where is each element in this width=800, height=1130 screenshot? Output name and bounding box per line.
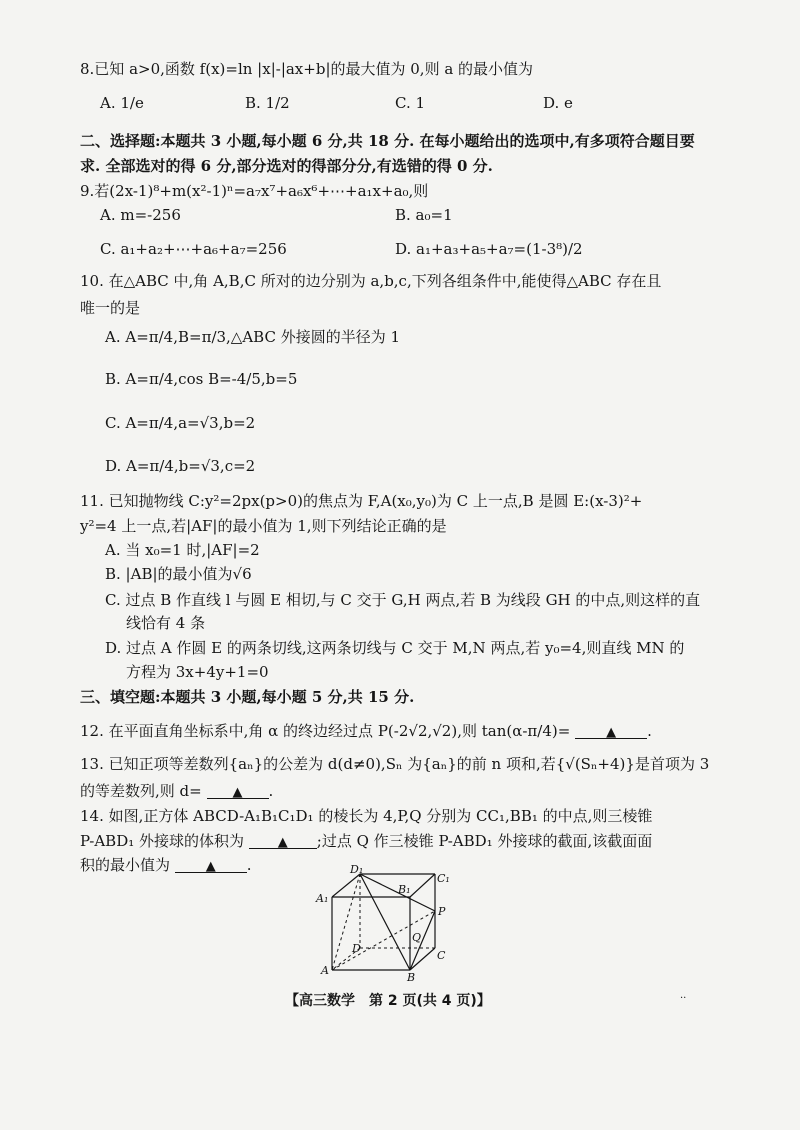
q12-text: 12. 在平面直角坐标系中,角 α 的终边经过点 P(-2√2,√2),则 tan(α-π/4)= xyxy=(80,722,571,740)
label-q: Q xyxy=(412,931,422,944)
q8-option-b: B. 1/2 xyxy=(245,94,290,112)
label-d1: D₁ xyxy=(350,863,364,876)
q14-text-b: ;过点 Q 作三棱锥 P-ABD₁ 外接球的截面,该截面面 xyxy=(316,832,653,850)
q11-option-c-line1: C. 过点 B 作直线 l 与圆 E 相切,与 C 交于 G,H 两点,若 B 为线段 GH 的中点,则这样的直 xyxy=(105,591,701,609)
q11-option-d-line1: D. 过点 A 作圆 E 的两条切线,这两条切线与 C 交于 M,N 两点,若 y₀=4,则直线 MN 的 xyxy=(105,639,685,657)
q9-option-d: D. a₁+a₃+a₅+a₇=(1-3⁸)/2 xyxy=(395,240,583,258)
q14-text-c: 积的最小值为 xyxy=(80,856,171,874)
label-c: C xyxy=(437,949,446,962)
q12-answer-blank[interactable] xyxy=(575,722,647,739)
edge-d1-a xyxy=(332,874,360,970)
label-a1: A₁ xyxy=(316,892,329,905)
q13-text: 的等差数列,则 d= xyxy=(80,782,202,800)
q8-stem: 8.已知 a>0,函数 f(x)=ln |x|-|ax+b|的最大值为 0,则 a 的最小值为 xyxy=(80,60,534,78)
section3-header: 三、填空题:本题共 3 小题,每小题 5 分,共 15 分. xyxy=(80,688,415,706)
q13-end: . xyxy=(268,782,274,800)
section2-line2: 求. 全部选对的得 6 分,部分选对的得部分分,有选错的得 0 分. xyxy=(80,157,493,175)
q8-option-a: A. 1/e xyxy=(100,94,144,112)
blank-triangle-icon: ▲ xyxy=(232,785,243,800)
q10-option-a: A. A=π/4,B=π/3,△ABC 外接圆的半径为 1 xyxy=(105,328,401,346)
q14-text-d: . xyxy=(246,856,252,874)
q11-option-b: B. |AB|的最小值为√6 xyxy=(105,565,252,583)
blank-triangle-icon: ▲ xyxy=(606,725,617,740)
q13-answer-blank[interactable] xyxy=(207,782,269,799)
q11-stem-line2: y²=4 上一点,若|AF|的最小值为 1,则下列结论正确的是 xyxy=(80,517,447,535)
q14-answer-blank-2[interactable] xyxy=(175,856,247,873)
label-d: D xyxy=(352,942,361,955)
label-b1: B₁ xyxy=(398,883,411,896)
q9-stem: 9.若(2x-1)⁸+m(x²-1)ⁿ=a₇x⁷+a₆x⁶+⋯+a₁x+a₀,则 xyxy=(80,182,429,200)
q12-line xyxy=(80,720,652,741)
label-c1: C₁ xyxy=(437,872,450,885)
q11-option-a: A. 当 x₀=1 时,|AF|=2 xyxy=(105,541,260,559)
q8-option-d: D. e xyxy=(543,94,573,112)
label-p: P xyxy=(438,905,446,918)
q9-option-b: B. a₀=1 xyxy=(395,206,453,224)
q11-option-d-line2: 方程为 3x+4y+1=0 xyxy=(126,663,269,681)
page-footer: 【高三数学 第 2 页(共 4 页)】 xyxy=(285,993,491,1009)
label-b: B xyxy=(407,971,416,982)
q8-option-c: C. 1 xyxy=(395,94,426,112)
blank-triangle-icon: ▲ xyxy=(277,835,288,850)
q9-option-a: A. m=-256 xyxy=(100,206,181,224)
q11-stem-line1: 11. 已知抛物线 C:y²=2px(p>0)的焦点为 F,A(x₀,y₀)为 C 上一点,B 是圆 E:(x-3)²+ xyxy=(80,492,643,510)
blank-triangle-icon: ▲ xyxy=(205,859,216,874)
q9-option-c: C. a₁+a₂+⋯+a₆+a₇=256 xyxy=(100,240,287,258)
section2-line1: 二、选择题:本题共 3 小题,每小题 6 分,共 18 分. 在每小题给出的选项中,有多项符合题目要 xyxy=(80,132,695,150)
cube-figure xyxy=(310,862,470,982)
q14-line3 xyxy=(80,854,252,875)
q10-option-c: C. A=π/4,a=√3,b=2 xyxy=(105,414,256,432)
q14-line2 xyxy=(80,830,652,851)
label-a: A xyxy=(321,964,329,977)
q14-answer-blank-1[interactable] xyxy=(249,832,317,849)
q13-line2 xyxy=(80,780,273,801)
q14-line1: 14. 如图,正方体 ABCD-A₁B₁C₁D₁ 的棱长为 4,P,Q 分别为 CC₁,BB₁ 的中点,则三棱锥 xyxy=(80,807,653,825)
q10-option-b: B. A=π/4,cos B=-4/5,b=5 xyxy=(105,370,298,388)
corner-mark: .. xyxy=(680,990,687,1001)
q10-stem-line1: 10. 在△ABC 中,角 A,B,C 所对的边分别为 a,b,c,下列各组条件中,能使得△ABC 存在且 xyxy=(80,272,662,290)
q10-option-d: D. A=π/4,b=√3,c=2 xyxy=(105,457,256,475)
q13-line1: 13. 已知正项等差数列{aₙ}的公差为 d(d≠0),Sₙ 为{aₙ}的前 n 项和,若{√(Sₙ+4)}是首项为 3 xyxy=(80,755,710,773)
q11-option-c-line2: 线恰有 4 条 xyxy=(126,614,206,632)
q12-end: . xyxy=(647,722,652,740)
q14-text-a: P-ABD₁ 外接球的体积为 xyxy=(80,832,245,850)
q10-stem-line2: 唯一的是 xyxy=(80,299,141,317)
